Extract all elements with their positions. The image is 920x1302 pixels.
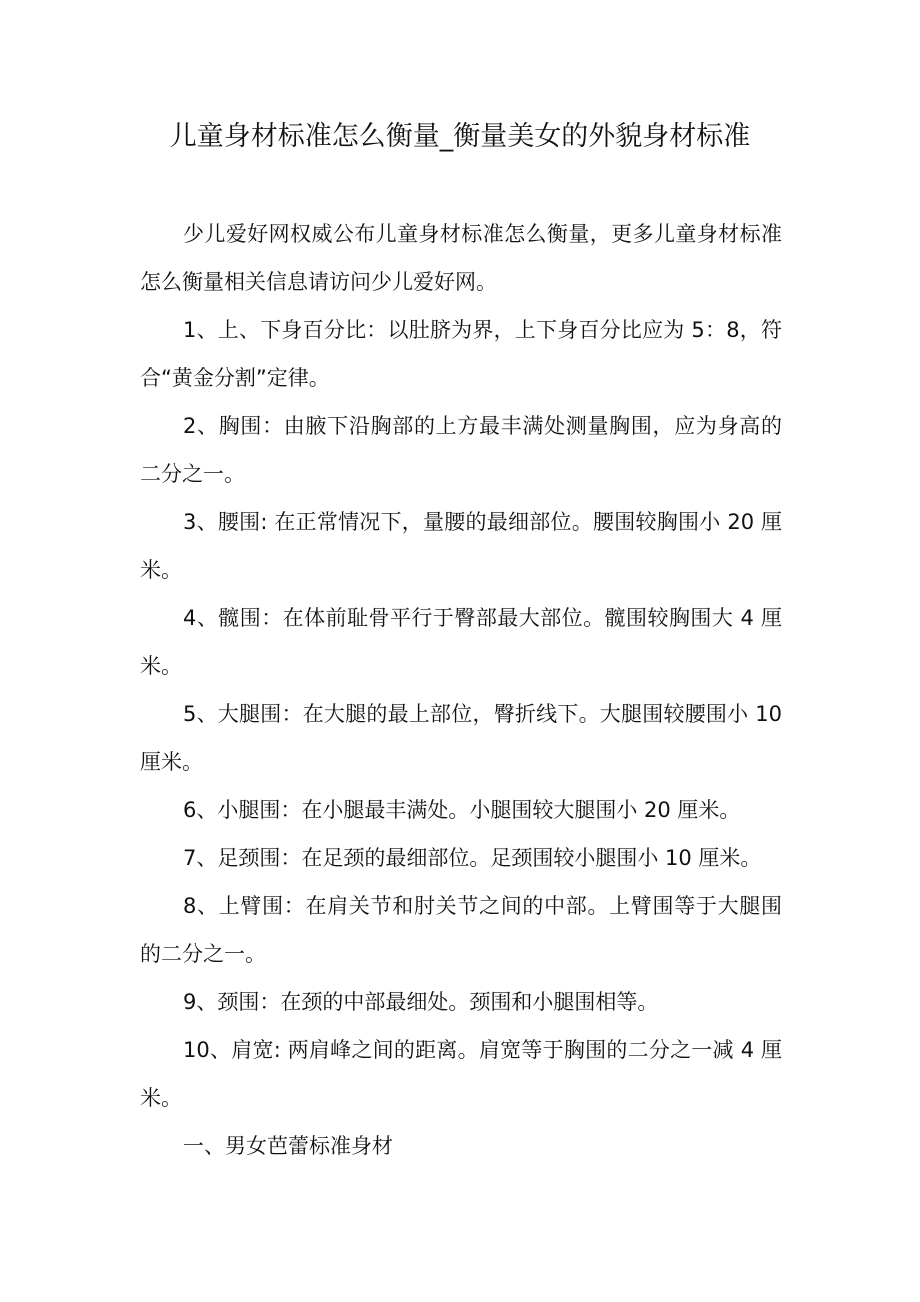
- intro-paragraph: 少儿爱好网权威公布儿童身材标准怎么衡量，更多儿童身材标准怎么衡量相关信息请访问少儿爱好网。: [140, 222, 782, 294]
- list-item: 8、上臂围：在肩关节和肘关节之间的中部。上臂围等于大腿围的二分之一。: [140, 894, 782, 966]
- list-item: 9、颈围：在颈的中部最细处。颈围和小腿围相等。: [183, 990, 659, 1014]
- list-item: 4、髋围：在体前耻骨平行于臀部最大部位。髋围较胸围大 4 厘米。: [140, 606, 782, 678]
- list-item: 7、足颈围：在足颈的最细部位。足颈围较小腿围小 10 厘米。: [183, 846, 762, 870]
- list-item: 1、上、下身百分比：以肚脐为界，上下身百分比应为 5：8，符合“黄金分割”定律。: [140, 318, 782, 390]
- section-heading: 一、男女芭蕾标准身材: [183, 1134, 393, 1158]
- list-item: 5、大腿围：在大腿的最上部位，臀折线下。大腿围较腰围小 10 厘米。: [140, 702, 782, 774]
- list-item: 6、小腿围：在小腿最丰满处。小腿围较大腿围小 20 厘米。: [183, 798, 741, 822]
- list-item: 3、腰围: 在正常情况下，量腰的最细部位。腰围较胸围小 20 厘米。: [140, 510, 782, 582]
- document-body: [140, 210, 782, 1170]
- list-item: 10、肩宽: 两肩峰之间的距离。肩宽等于胸围的二分之一减 4 厘米。: [140, 1038, 782, 1110]
- list-item: 2、胸围：由腋下沿胸部的上方最丰满处测量胸围，应为身高的二分之一。: [140, 414, 782, 486]
- document-title: 儿童身材标准怎么衡量_衡量美女的外貌身材标准: [169, 121, 751, 152]
